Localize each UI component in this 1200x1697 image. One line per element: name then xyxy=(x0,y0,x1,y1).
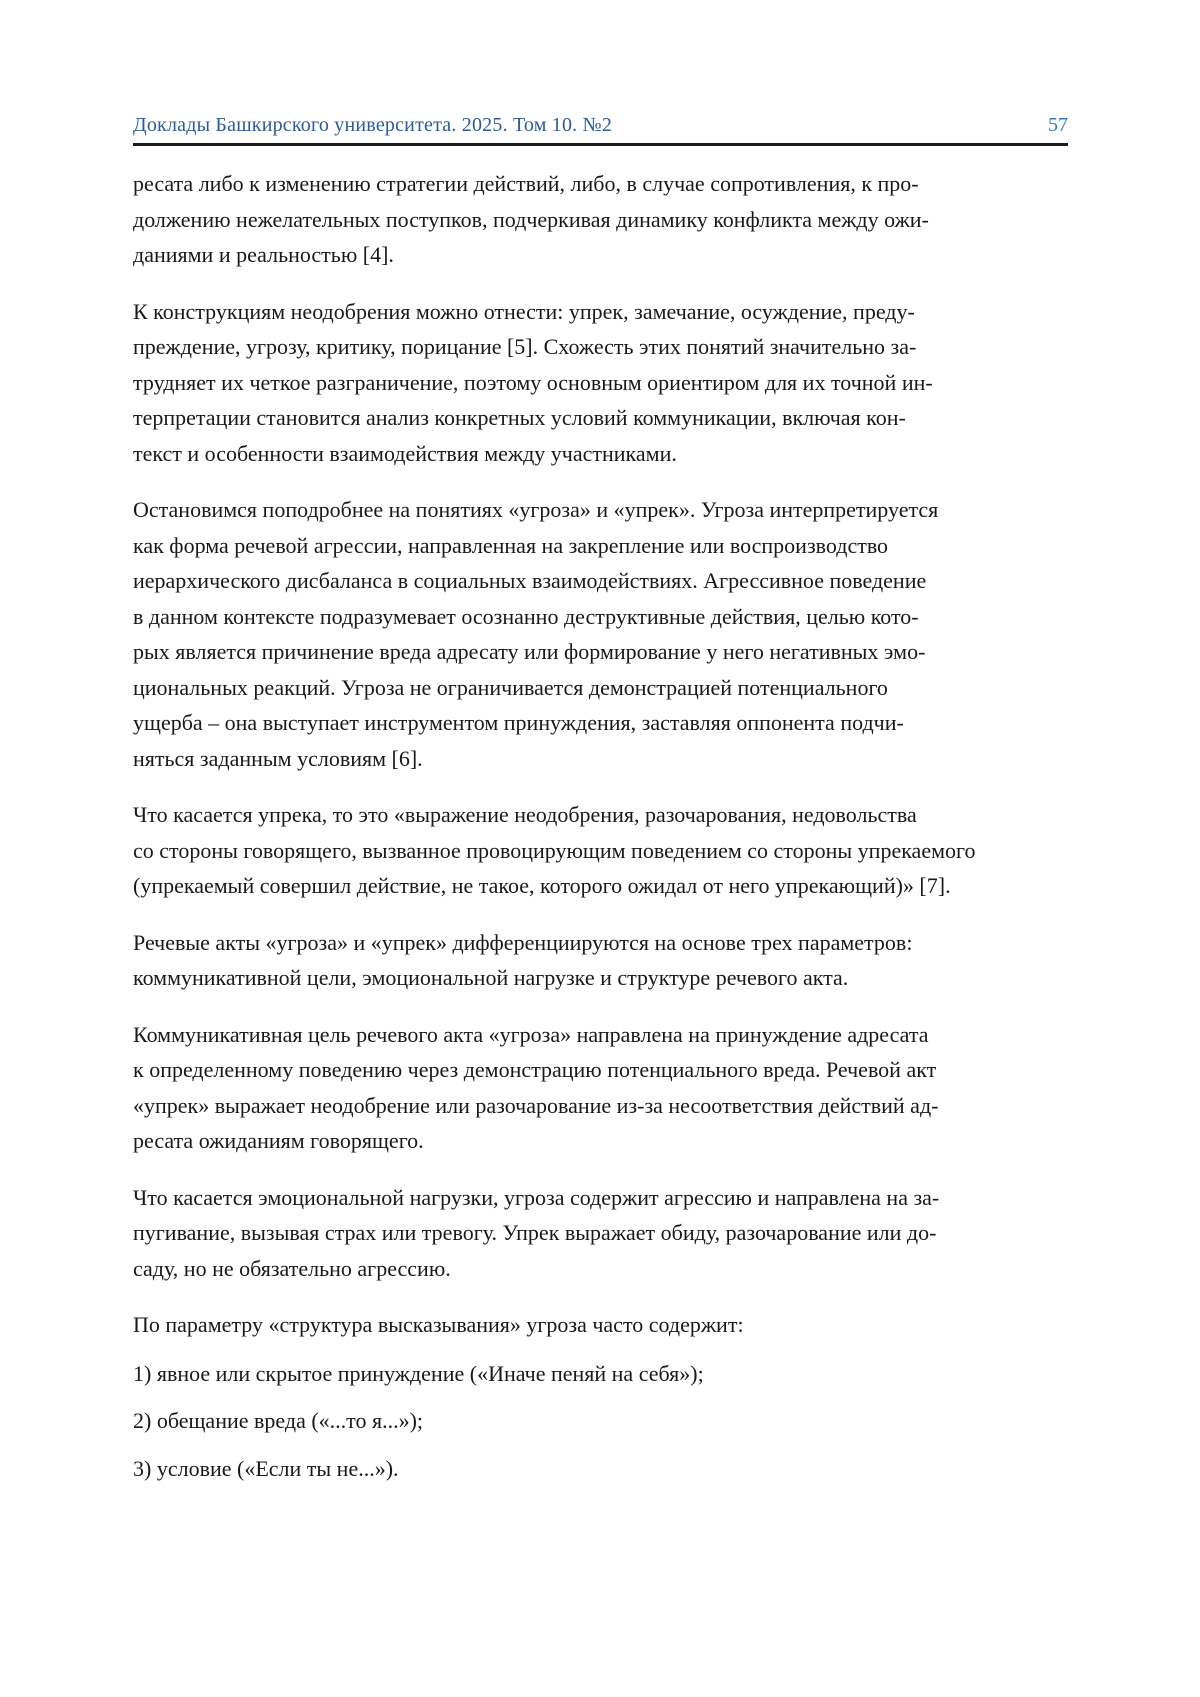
text-line: пугивание, вызывая страх или тревогу. Упрек выражает обиду, разочарование или до- xyxy=(133,1220,937,1245)
paragraph xyxy=(133,1017,1068,1159)
text-line: к определенному поведению через демонстрацию потенциального вреда. Речевой акт xyxy=(133,1057,937,1082)
text-line: терпретации становится анализ конкретных условий коммуникации, включая кон- xyxy=(133,405,906,430)
text-line: (упрекаемый совершил действие, не такое, которого ожидал от него упрекающий)» [7]. xyxy=(133,873,951,898)
text-line: рых является причинение вреда адресату или формирование у него негативных эмо- xyxy=(133,639,926,664)
paragraph xyxy=(133,166,1068,273)
text-line: Речевые акты «угроза» и «упрек» дифференциируются на основе трех параметров: xyxy=(133,929,913,955)
text-line: Остановимся поподробнее на понятиях «угроза» и «упрек». Угроза интерпретируется xyxy=(133,497,939,522)
text-line: К конструкциям неодобрения можно отнести: упрек, замечание, осуждение, преду- xyxy=(133,298,915,324)
text-line: коммуникативной цели, эмоциональной нагрузке и структуре речевого акта. xyxy=(133,965,849,990)
article-body xyxy=(133,146,1068,1486)
journal-header-title: Доклады Башкирского университета. 2025. Том 10. №2 xyxy=(133,114,613,136)
list-item xyxy=(133,1356,1068,1392)
paragraph xyxy=(133,797,1068,904)
text-line: преждение, угрозу, критику, порицание [5]. Схожесть этих понятий значительно за- xyxy=(133,334,917,359)
page-number: 57 xyxy=(1048,114,1068,136)
text-line: «упрек» выражает неодобрение или разочарование из-за несоответствия действий ад- xyxy=(133,1092,939,1118)
text-line: По параметру «структура высказывания» угроза часто содержит: xyxy=(133,1312,744,1337)
text-line: текст и особенности взаимодействия между участниками. xyxy=(133,440,677,466)
text-line: циональных реакций. Угроза не ограничивается демонстрацией потенциального xyxy=(133,674,888,700)
text-line: иерархического дисбаланса в социальных взаимодействиях. Агрессивное поведение xyxy=(133,568,927,593)
text-line: как форма речевой агрессии, направленная на закрепление или воспроизводство xyxy=(133,532,889,558)
page-header xyxy=(133,0,1068,146)
text-line: Что касается упрека, то это «выражение неодобрения, разочарования, недовольства xyxy=(133,802,917,827)
text-line: 2) обещание вреда («...то я...»); xyxy=(133,1408,424,1433)
text-line: 1) явное или скрытое принуждение («Иначе пеняй на себя»); xyxy=(133,1360,704,1386)
text-line: ресата либо к изменению стратегии действий, либо, в случае сопротивления, к про- xyxy=(133,171,919,196)
text-line: трудняет их четкое разграничение, поэтому основным ориентиром для их точной ин- xyxy=(133,369,933,395)
text-line: саду, но не обязательно агрессию. xyxy=(133,1255,451,1281)
text-line: со стороны говорящего, вызванное провоцирующим поведением со стороны упрекаемого xyxy=(133,837,976,863)
text-line: в данном контексте подразумевает осознанно деструктивные действия, целью кото- xyxy=(133,603,919,629)
text-line: даниями и реальностью [4]. xyxy=(133,242,394,267)
text-line: Коммуникативная цель речевого акта «угроза» направлена на принуждение адресата xyxy=(133,1021,929,1047)
text-line: должению нежелательных поступков, подчеркивая динамику конфликта между ожи- xyxy=(133,206,929,232)
list-item xyxy=(133,1403,1068,1439)
text-line: ресата ожиданиям говорящего. xyxy=(133,1128,424,1153)
paragraph xyxy=(133,492,1068,776)
paragraph xyxy=(133,1307,1068,1343)
text-line: Что касается эмоциональной нагрузки, угроза содержит агрессию и направлена на за- xyxy=(133,1184,940,1210)
text-line: няться заданным условиям [6]. xyxy=(133,745,423,771)
paragraph xyxy=(133,925,1068,996)
paragraph xyxy=(133,294,1068,472)
list-item xyxy=(133,1451,1068,1487)
text-line: 3) условие («Если ты не...»). xyxy=(133,1455,399,1481)
text-line: ущерба – она выступает инструментом принуждения, заставляя оппонента подчи- xyxy=(133,710,904,735)
paragraph xyxy=(133,1180,1068,1287)
